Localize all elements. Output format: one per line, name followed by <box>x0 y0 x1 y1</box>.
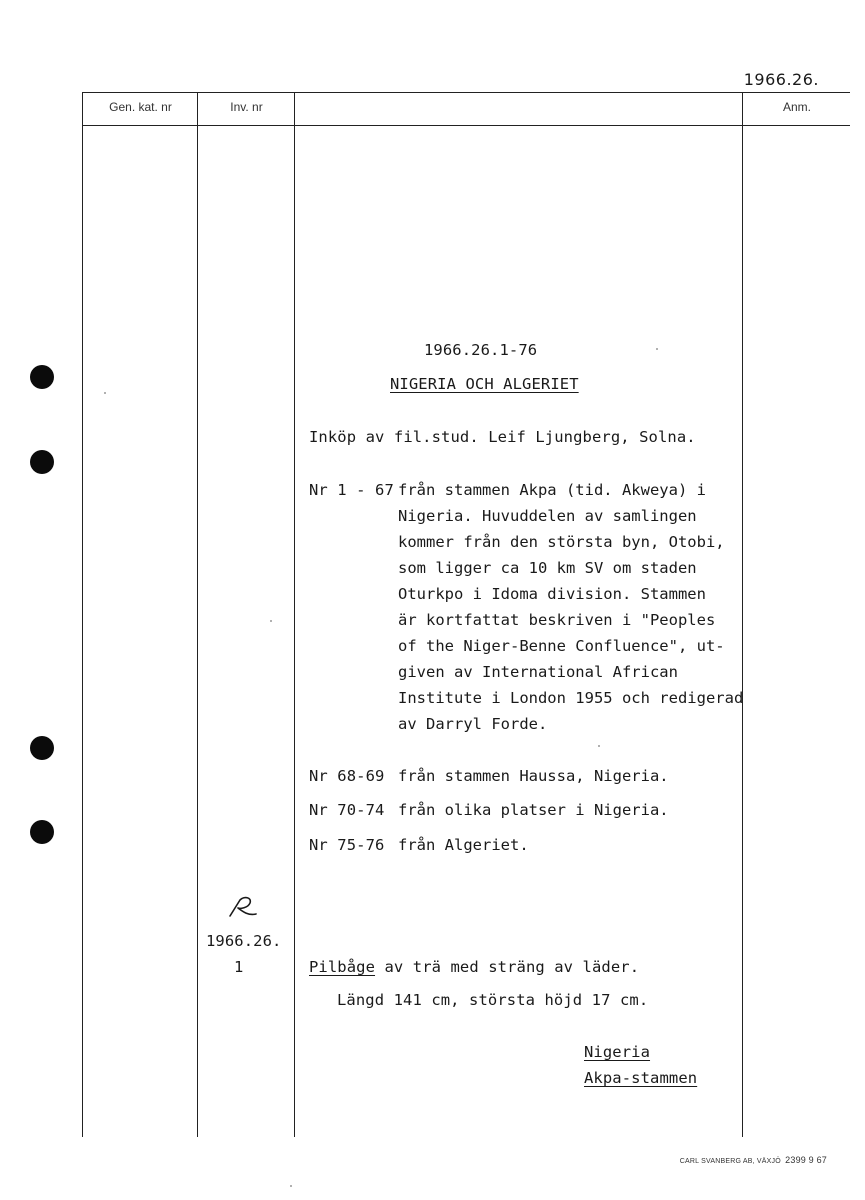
entry-text-line: kommer från den största byn, Otobi, <box>398 533 725 551</box>
punch-hole <box>30 365 54 389</box>
collection-title: NIGERIA OCH ALGERIET <box>390 375 579 393</box>
punch-hole <box>30 820 54 844</box>
column-line-gen-inv <box>197 92 198 1137</box>
entry-text-line: från olika platser i Nigeria. <box>398 801 669 819</box>
column-line-left <box>82 92 83 1137</box>
printer-imprint <box>680 1155 827 1165</box>
handwritten-r-mark <box>226 894 260 920</box>
column-line-inv-desc <box>294 92 295 1137</box>
entry-text-line: Oturkpo i Idoma division. Stammen <box>398 585 706 603</box>
column-line-desc-anm <box>742 92 743 1137</box>
inventory-number-line1: 1966.26. <box>206 932 282 950</box>
entry-text-line: från Algeriet. <box>398 836 529 854</box>
entry-text-line: of the Niger-Benne Confluence", ut- <box>398 637 725 655</box>
entry-text-line: Institute i London 1955 och redigerad <box>398 689 744 707</box>
paper-speck <box>270 620 272 622</box>
collection-range-number: 1966.26.1-76 <box>424 341 538 359</box>
header-anm: Anm. <box>782 100 811 114</box>
paper-speck <box>598 745 600 747</box>
entry-label: Nr 75-76 <box>309 836 385 854</box>
origin-tribe: Akpa-stammen <box>584 1069 698 1087</box>
punch-hole <box>30 736 54 760</box>
entry-label: Nr 1 - 67 <box>309 481 394 499</box>
punch-hole <box>30 450 54 474</box>
purchase-line: Inköp av fil.stud. Leif Ljungberg, Solna. <box>309 428 696 446</box>
entry-text-line: Nigeria. Huvuddelen av samlingen <box>398 507 697 525</box>
object-line <box>309 958 639 976</box>
object-measurements: Längd 141 cm, största höjd 17 cm. <box>337 991 649 1009</box>
header-gen-kat-nr: Gen. kat. nr <box>109 100 172 114</box>
entry-text-line: från stammen Haussa, Nigeria. <box>398 767 669 785</box>
printer-name: CARL SVANBERG AB, VÄXJÖ <box>679 1158 781 1165</box>
entry-text-line: given av International African <box>398 663 678 681</box>
paper-speck <box>104 392 106 394</box>
entry-label: Nr 68-69 <box>309 767 385 785</box>
object-description: av trä med sträng av läder. <box>384 958 640 976</box>
entry-label: Nr 70-74 <box>309 801 385 819</box>
document-number: 1966.26. <box>743 70 819 89</box>
header-inv-nr: Inv. nr <box>230 100 263 114</box>
object-name: Pilbåge <box>309 958 376 976</box>
paper-speck <box>656 348 658 350</box>
paper-speck <box>290 1185 292 1187</box>
entry-text-line: är kortfattat beskriven i "Peoples <box>398 611 716 629</box>
entry-text-line: av Darryl Forde. <box>398 715 548 733</box>
inventory-number-line2: 1 <box>234 958 244 976</box>
origin-country: Nigeria <box>584 1043 651 1061</box>
entry-text-line: från stammen Akpa (tid. Akweya) i <box>398 481 706 499</box>
entry-text-line: som ligger ca 10 km SV om staden <box>398 559 697 577</box>
print-code: 2399 9 67 <box>785 1155 827 1165</box>
